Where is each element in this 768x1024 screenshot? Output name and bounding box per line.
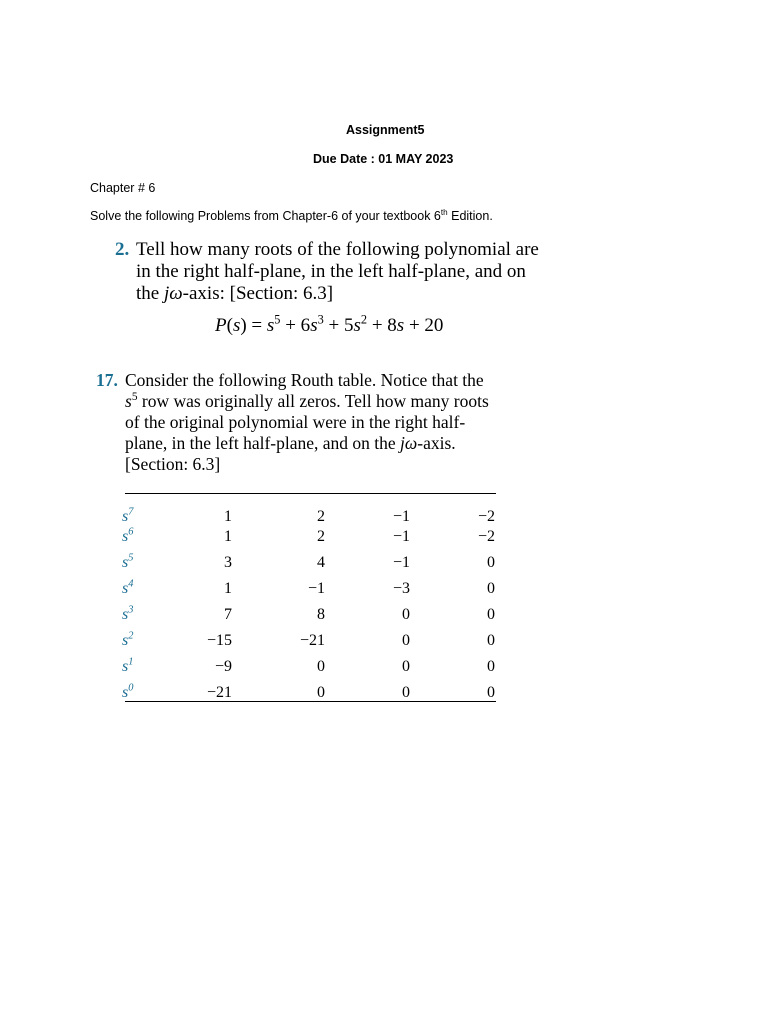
routh-cell: 7 <box>224 606 232 623</box>
q2-line-3-italic: jω <box>163 283 183 304</box>
routh-row-label: $s^4$ <box>122 578 134 597</box>
q2-line-3-post: -axis: [Section: 6.3] <box>182 283 334 304</box>
routh-cell: −15 <box>206 632 232 649</box>
q2-line-2: in the right half-plane, in the left half-plane, and on <box>136 261 526 282</box>
q17-line-5: [Section: 6.3] <box>125 454 221 474</box>
routh-row-label: $s^1$ <box>122 656 134 675</box>
routh-cell: 1 <box>224 508 232 525</box>
routh-cell: −2 <box>477 508 495 525</box>
routh-cell: −9 <box>214 658 232 675</box>
q2-number: 2. <box>115 239 130 260</box>
routh-cell: 0 <box>487 632 495 649</box>
routh-cell: 2 <box>317 528 325 545</box>
q17-line-4-pre: plane, in the left half-plane, and on the <box>125 433 401 453</box>
routh-row-label: $s^7$ <box>122 506 134 525</box>
routh-cell: 0 <box>487 606 495 623</box>
assignment-title: Assignment5 <box>346 123 425 137</box>
routh-cell: 0 <box>487 554 495 571</box>
routh-cell: −1 <box>392 554 410 571</box>
q17-line-4-post: -axis. <box>417 433 456 453</box>
instruction-text <box>90 209 493 223</box>
q17-number: 17. <box>96 370 118 390</box>
routh-cell: 0 <box>487 684 495 701</box>
routh-cell: −21 <box>299 632 325 649</box>
routh-cell: −1 <box>307 580 325 597</box>
routh-cell: 1 <box>224 580 232 597</box>
routh-cell: 0 <box>317 658 325 675</box>
table-bottom-rule <box>125 701 496 702</box>
routh-cell: −1 <box>392 508 410 525</box>
routh-cell: 1 <box>224 528 232 545</box>
routh-row-label: $s^2$ <box>122 630 134 649</box>
due-date: Due Date : 01 MAY 2023 <box>313 152 454 166</box>
instruction-sup: th <box>440 207 448 217</box>
routh-cell: 0 <box>402 632 410 649</box>
routh-cell: 0 <box>487 658 495 675</box>
routh-cell: −1 <box>392 528 410 545</box>
q2-line-3-pre: the <box>136 283 164 304</box>
routh-cell: −2 <box>477 528 495 545</box>
routh-cell: 0 <box>402 658 410 675</box>
routh-cell: 8 <box>317 606 325 623</box>
routh-cell: 0 <box>402 606 410 623</box>
routh-row-label: $s^3$ <box>122 604 134 623</box>
q17-line-4 <box>125 433 456 454</box>
routh-cell: −21 <box>206 684 232 701</box>
routh-cell: 4 <box>317 554 325 571</box>
routh-cell: 2 <box>317 508 325 525</box>
routh-cell: 0 <box>317 684 325 701</box>
table-top-rule <box>125 493 496 494</box>
q17-line-1: Consider the following Routh table. Notice that the <box>125 370 484 390</box>
instruction-pre: Solve the following Problems from Chapter-6 of your textbook 6 <box>90 209 441 223</box>
routh-row-label: $s^5$ <box>122 552 134 571</box>
q2-line-1: Tell how many roots of the following polynomial are <box>136 239 539 260</box>
q17-line-4-italic: jω <box>400 433 418 453</box>
q17-line-2: $s^5$ row was originally all zeros. Tell how many roots <box>125 391 489 411</box>
q2-line-3 <box>136 283 333 305</box>
routh-cell: 0 <box>402 684 410 701</box>
chapter-label: Chapter # 6 <box>90 181 156 195</box>
instruction-post: Edition. <box>447 209 493 223</box>
q2-equation: $P(s) = s^5 + 6s^3 + 5s^2 + 8s + 20$ <box>215 312 444 336</box>
routh-cell: 0 <box>487 580 495 597</box>
routh-cell: −3 <box>392 580 410 597</box>
q17-line-3: of the original polynomial were in the right half- <box>125 412 466 432</box>
routh-row-label: $s^6$ <box>122 526 134 545</box>
routh-row-label: $s^0$ <box>122 682 134 701</box>
routh-cell: 3 <box>224 554 232 571</box>
q17-line-2-post: row was originally all zeros. Tell how many roots <box>137 391 489 411</box>
